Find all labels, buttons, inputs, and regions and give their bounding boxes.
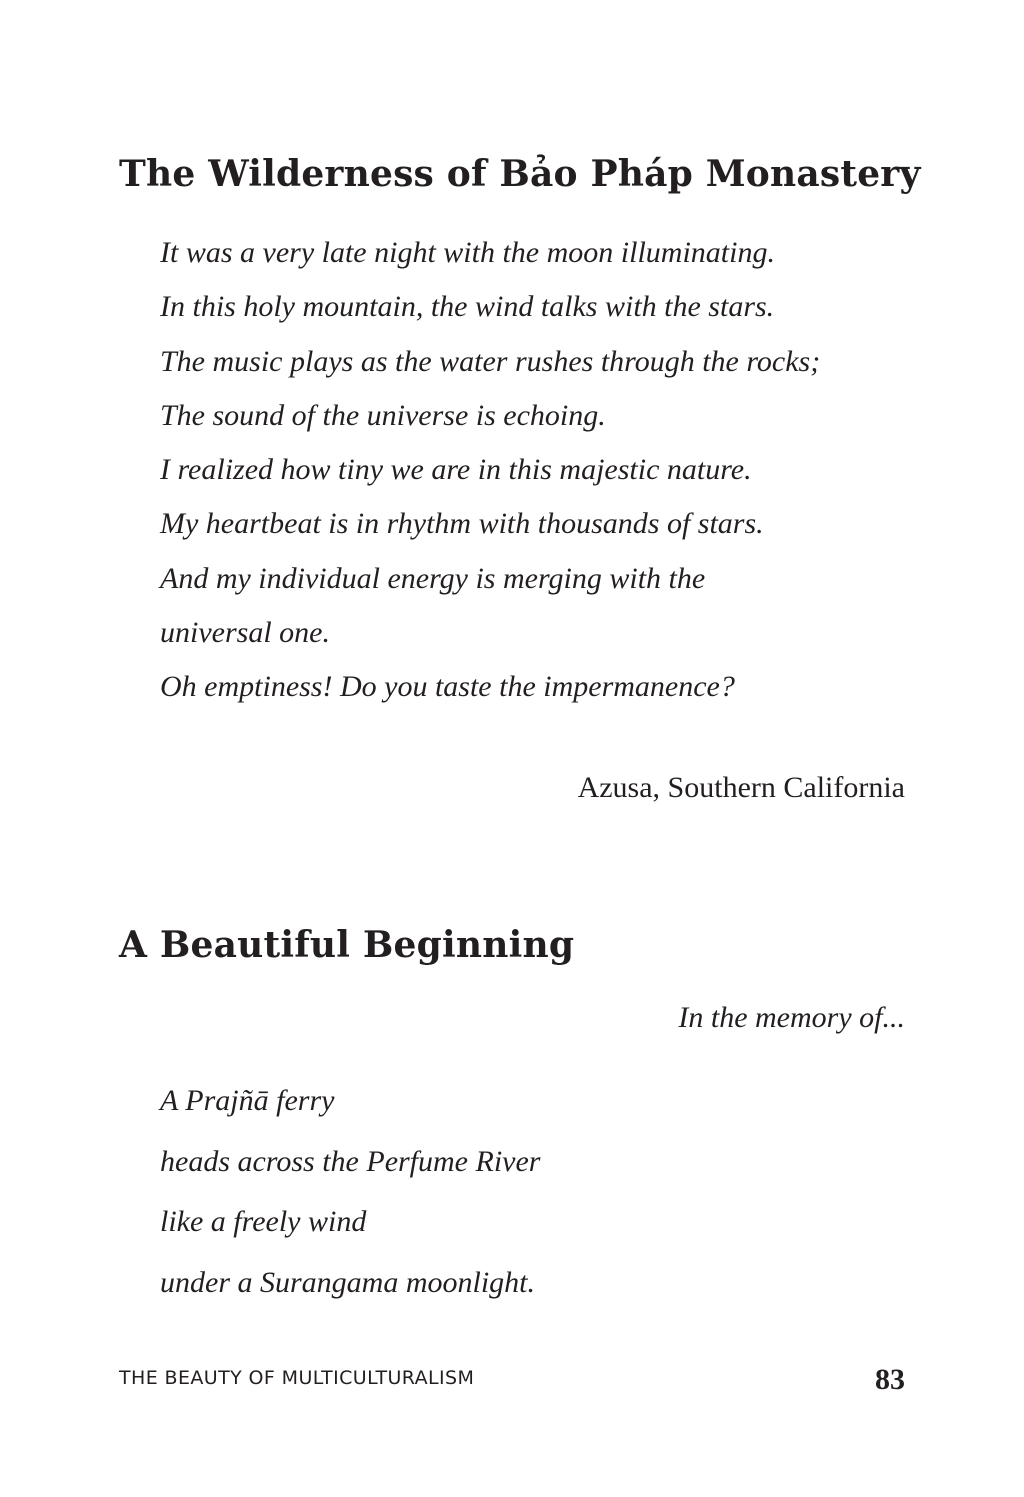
poem-line: My heartbeat is in rhythm with thousands of stars. [160, 507, 764, 541]
poem-line: Oh emptiness! Do you taste the impermanence? [160, 670, 735, 704]
poem-line: The music plays as the water rushes through the rocks; [160, 344, 821, 378]
poem-dedication: In the memory of... [678, 1001, 905, 1034]
poem-line: like a freely wind [160, 1205, 367, 1239]
poem-line: A Prajñā ferry [160, 1084, 335, 1117]
poem-line: And my individual energy is merging with the [160, 561, 706, 595]
poem-line: heads across the Perfume River [160, 1144, 541, 1178]
poem-title: The Wilderness of Bảo Pháp Monastery [119, 153, 921, 195]
poem-line: It was a very late night with the moon illuminating. [160, 236, 775, 269]
page-number: 83 [875, 1363, 905, 1396]
poem-title: A Beautiful Beginning [119, 924, 575, 966]
poem-body [160, 1081, 540, 1324]
poem-body [160, 233, 820, 722]
poem-line: I realized how tiny we are in this majestic nature. [160, 453, 752, 487]
running-footer-title: THE BEAUTY OF MULTICULTURALISM [119, 1367, 475, 1389]
poem-line: under a Surangama moonlight. [160, 1266, 535, 1300]
poem-line: universal one. [160, 616, 330, 650]
poem-line: In this holy mountain, the wind talks with the stars. [160, 290, 775, 324]
poem-place: Azusa, Southern California [577, 771, 905, 804]
poem-line: The sound of the universe is echoing. [160, 398, 606, 432]
